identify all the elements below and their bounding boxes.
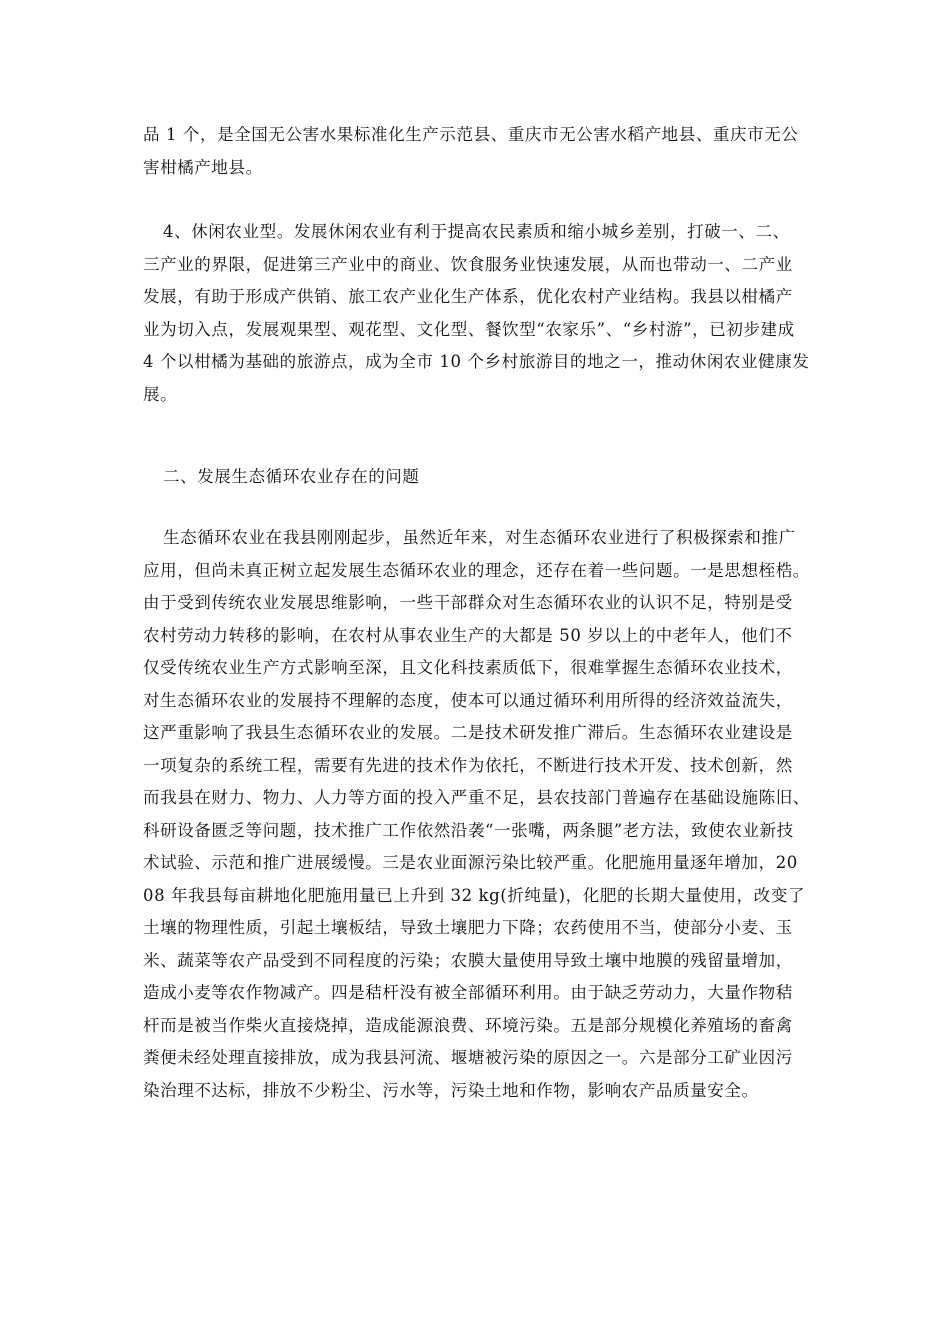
text-line: 4 个以柑橘为基础的旅游点，成为全市 10 个乡村旅游目的地之一，推动休闲农业健康发 [143, 352, 810, 371]
text-line: 三产业的界限，促进第三产业中的商业、饮食服务业快速发展，从而也带动一、二产业 [143, 254, 793, 274]
text-line: 米、蔬菜等农产品受到不同程度的污染；农膜大量使用导致土壤中地膜的残留量增加， [143, 950, 793, 970]
text-line: 由于受到传统农业发展思维影响，一些干部群众对生态循环农业的认识不足，特别是受 [143, 593, 793, 612]
paragraph-continuation [143, 119, 823, 184]
text-line: 4、休闲农业型。发展休闲农业有利于提高农民素质和缩小城乡差别，打破一、二、 [163, 222, 790, 241]
text-line: 染治理不达标，排放不少粉尘、污水等，污染土地和作物，影响农产品质量安全。 [143, 1080, 759, 1100]
text-line: 发展，有助于形成产供销、旅工农产业化生产体系，优化农村产业结构。我县以柑橘产 [143, 287, 793, 306]
text-line: 害柑橘产地县。 [143, 157, 263, 177]
text-line: 这严重影响了我县生态循环农业的发展。二是技术研发推广滞后。生态循环农业建设是 [143, 723, 793, 742]
text-line: 农村劳动力转移的影响，在农村从事农业生产的大都是 50 岁以上的中老年人，他们不 [143, 625, 793, 645]
text-line: 08 年我县每亩耕地化肥施用量已上升到 32 kg(折纯量)，化肥的长期大量使用，改变了 [143, 885, 806, 905]
text-line: 对生态循环农业的发展持不理解的态度，使本可以通过循环利用所得的经济效益流失， [143, 690, 793, 710]
text-line: 杆而是被当作柴火直接烧掉，造成能源浪费、环境污染。五是部分规模化养殖场的畜禽 [143, 1015, 793, 1035]
text-line: 一项复杂的系统工程，需要有先进的技术作为依托，不断进行技术开发、技术创新，然 [143, 755, 793, 775]
text-line: 业为切入点，发展观果型、观花型、文化型、餐饮型“农家乐”、“乡村游”，已初步建成 [143, 319, 795, 339]
heading-text: 二、发展生态循环农业存在的问题 [163, 467, 420, 486]
text-line: 品 1 个，是全国无公害水果标准化生产示范县、重庆市无公害水稻产地县、重庆市无公 [143, 125, 799, 144]
text-line: 仅受传统农业生产方式影响至深，且文化科技素质低下，很难掌握生态循环农业技术， [143, 658, 793, 677]
text-line: 科研设备匮乏等问题，技术推广工作依然沿袭“一张嘴，两条腿”老方法，致使农业新技 [143, 820, 794, 840]
text-line: 应用，但尚未真正树立起发展生态循环农业的理念，还存在着一些问题。一是思想桎梏。 [143, 560, 810, 580]
text-line: 造成小麦等农作物减产。四是秸杆没有被全部循环利用。由于缺乏劳动力，大量作物秸 [143, 983, 793, 1002]
section-heading [143, 461, 823, 494]
text-line: 展。 [143, 384, 178, 404]
text-line: 粪便未经处理直接排放，成为我县河流、堰塘被污染的原因之一。六是部分工矿业因污 [143, 1048, 793, 1067]
paragraph-leisure-agriculture [143, 216, 823, 411]
text-line: 而我县在财力、物力、人力等方面的投入严重不足，县农技部门普遍存在基础设施陈旧、 [143, 788, 810, 807]
text-line: 生态循环农业在我县刚刚起步，虽然近年来，对生态循环农业进行了积极探索和推广 [163, 528, 796, 547]
text-line: 术试验、示范和推广进展缓慢。三是农业面源污染比较严重。化肥施用量逐年增加，20 [143, 853, 798, 872]
text-line: 土壤的物理性质，引起土壤板结，导致土壤肥力下降；农药使用不当，使部分小麦、玉 [143, 918, 793, 937]
paragraph-problems [143, 522, 823, 1107]
